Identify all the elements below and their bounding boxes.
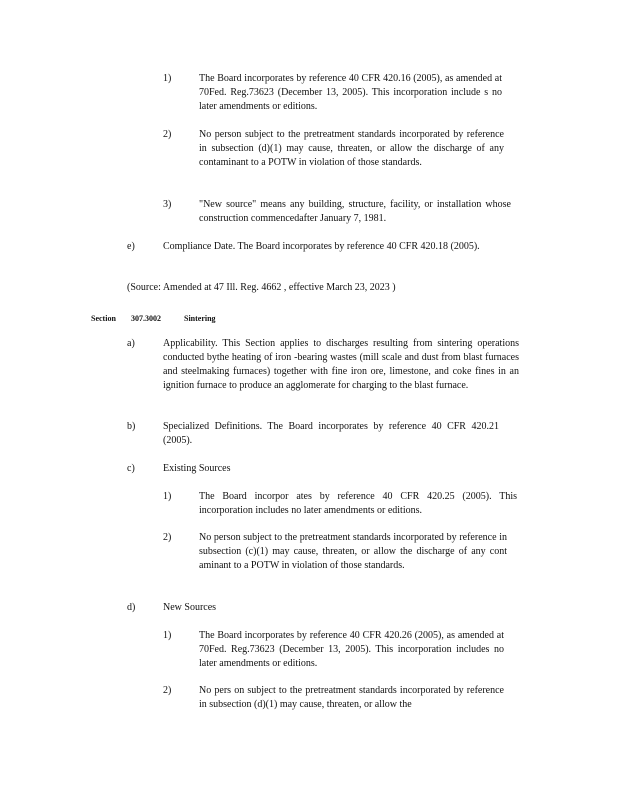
source-note: (Source: Amended at 47 Ill. Reg. 4662 , effective March 23, 2023 ) — [127, 282, 396, 293]
section-word: Section — [91, 314, 116, 323]
subheading: New Sources — [163, 602, 217, 613]
paragraph: The Board incorpor ates by reference 40 CFR 420.25 (2005). This incorporation includes no later amendments or editions. — [199, 491, 517, 516]
section-title: Sintering — [184, 314, 216, 323]
item-label: 2) — [163, 685, 172, 696]
paragraph: Specialized Definitions. The Board incorporates by reference 40 CFR 420.21 (2005). — [163, 421, 499, 446]
item-label: 2) — [163, 129, 172, 140]
item-label: 1) — [163, 73, 172, 84]
item-label: d) — [127, 602, 136, 613]
paragraph: No person subject to the pretreatment standards incorporated by reference in subsection (c)(1) may cause, threaten, or allow the discharge of any cont aminant to a POTW in violation of those standards. — [199, 532, 507, 571]
item-label: 3) — [163, 199, 172, 210]
paragraph: Compliance Date. The Board incorporates by reference 40 CFR 420.18 (2005). — [163, 241, 480, 252]
paragraph: No person subject to the pretreatment standards incorporated by reference in subsection (d)(1) may cause, threaten, or allow the discharge of any contaminant to a POTW in violation of those standards. — [199, 129, 504, 168]
paragraph: The Board incorporates by reference 40 CFR 420.16 (2005), as amended at 70Fed. Reg.73623 (December 13, 2005). This incorporation include s no later amendments or editions. — [199, 73, 502, 112]
item-label: 2) — [163, 532, 172, 543]
paragraph: "New source" means any building, structure, facility, or installation whose construction commencedafter January 7, 1981. — [199, 199, 511, 224]
paragraph: Applicability. This Section applies to discharges resulting from sintering operations conducted bythe heating of iron -bearing wastes (mill scale and dust from blast furnaces and steelmaking furnaces) together with fine iron ore, limestone, and coke fines in an ignition furnace to produce an agglomerate for charging to the blast furnace. — [163, 338, 519, 391]
paragraph: The Board incorporates by reference 40 CFR 420.26 (2005), as amended at 70Fed. Reg.73623 (December 13, 2005). This incorporation includes no later amendments or editions. — [199, 630, 504, 669]
item-label: 1) — [163, 630, 172, 641]
item-label: c) — [127, 463, 135, 474]
section-number: 307.3002 — [131, 314, 161, 323]
item-label: e) — [127, 241, 135, 252]
subheading: Existing Sources — [163, 463, 231, 474]
item-label: b) — [127, 421, 136, 432]
item-label: a) — [127, 338, 135, 349]
item-label: 1) — [163, 491, 172, 502]
paragraph: No pers on subject to the pretreatment standards incorporated by reference in subsection (d)(1) may cause, threaten, or allow the — [199, 685, 504, 710]
